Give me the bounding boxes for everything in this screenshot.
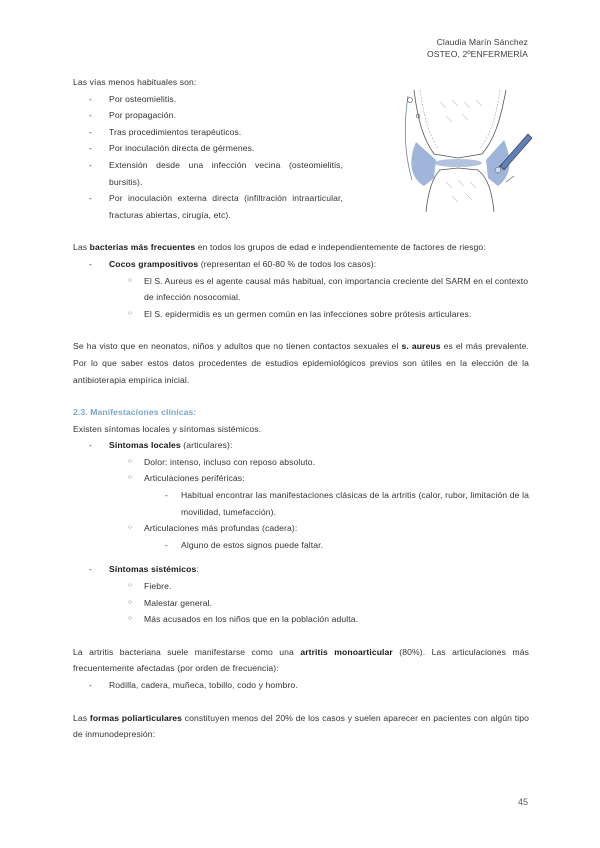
vias-intro: Las vías menos habituales son: — [73, 77, 197, 87]
bacterias-paragraph — [73, 239, 529, 256]
list-item: ○ El S. epidermidis es un germen común en las infecciones sobre prótesis articulares. — [73, 306, 529, 323]
manifestaciones-intro: Existen síntomas locales y síntomas sistémicos. — [73, 423, 262, 434]
vias-list — [73, 91, 343, 224]
monoarticular-paragraph — [73, 644, 529, 677]
list-item: - Por inoculación externa directa (infiltración intraarticular, fracturas abiertas, cirugía, etc). — [73, 190, 343, 223]
bold-text: artritis monoarticular — [300, 646, 393, 657]
header-author: Claudia Marín Sánchez — [436, 37, 528, 47]
aureus-paragraph — [73, 338, 529, 388]
bold-text: bacterias más frecuentes — [89, 242, 196, 253]
bold-text: s. aureus — [401, 341, 441, 352]
list-item: - Por propagación. — [73, 107, 343, 124]
text-run: en todos los grupos de edad e independientemente de factores de riesgo: — [195, 242, 486, 253]
list-item: ○ Articulaciones periféricas: — [73, 470, 529, 487]
text-run: La artritis bacteriana suele manifestarse como una — [73, 646, 301, 657]
text-run: Se ha visto que en neonatos, niños y adultos que no tienen contactos sexuales el — [73, 341, 402, 352]
list-item: - Extensión desde una infección vecina (osteomielitis, bursitis). — [73, 157, 343, 190]
list-item: - Habitual encontrar las manifestaciones clásicas de la artritis (calor, rubor, limitación de la movilidad, tumefacción). — [73, 487, 529, 520]
text-run: constituyen menos del 20% de los casos y suelen aparecer en pacientes con algún tipo de inmunodepresión: — [73, 712, 529, 740]
poliarticular-paragraph — [73, 710, 529, 743]
locales-item — [73, 437, 529, 454]
list-item: ○ Fiebre. — [73, 578, 529, 595]
text-run: Las — [73, 242, 90, 253]
text-run: es el más prevalente. Por lo que saber estos datos procedentes de estudios epidemiológicos previos son útiles en la elección de la antibioterapia empírica inicial. — [73, 341, 529, 385]
section-heading: 2.3. Manifestaciones clínicas: — [73, 407, 197, 418]
list-item: ○ El S. Aureus es el agente causal más habitual, con importancia creciente del SARM en el contexto de infección nosocomial. — [73, 273, 529, 306]
list-item: - Rodilla, cadera, muñeca, tobillo, codo y hombro. — [73, 677, 529, 694]
bold-text: Cocos grampositivos — [109, 258, 199, 269]
list-item: ○ Malestar general. — [73, 595, 529, 612]
list-item: - Tras procedimientos terapéuticos. — [73, 124, 343, 141]
text-run: : — [196, 564, 199, 575]
text-run: Las — [73, 712, 90, 723]
text-run: (80%). Las articulaciones más frecuentemente afectadas (por orden de frecuencia): — [73, 646, 529, 674]
cocos-item — [73, 256, 529, 273]
sistemicos-item — [73, 561, 529, 578]
list-item: - Por osteomielitis. — [73, 91, 343, 108]
page-header — [427, 37, 528, 60]
bold-text: Síntomas locales — [109, 440, 181, 451]
list-item: ○ Dolor: intenso, incluso con reposo absoluto. — [73, 454, 529, 471]
text-run: (articulares): — [180, 440, 233, 451]
bold-text: Síntomas sistémicos — [109, 564, 197, 575]
page-content — [73, 74, 529, 743]
header-course: OSTEO, 2ºENFERMERÍA — [426, 48, 528, 59]
bold-text: formas poliarticulares — [89, 712, 183, 723]
list-item: - Por inoculación directa de gérmenes. — [73, 140, 343, 157]
list-item: ○ Más acusados en los niños que en la población adulta. — [73, 611, 529, 628]
text-run: (representan el 60-80 % de todos los casos): — [198, 258, 377, 269]
list-item: ○ Articulaciones más profundas (cadera): — [73, 520, 529, 537]
page-number: 45 — [517, 797, 528, 807]
list-item: - Alguno de estos signos puede faltar. — [73, 537, 529, 554]
